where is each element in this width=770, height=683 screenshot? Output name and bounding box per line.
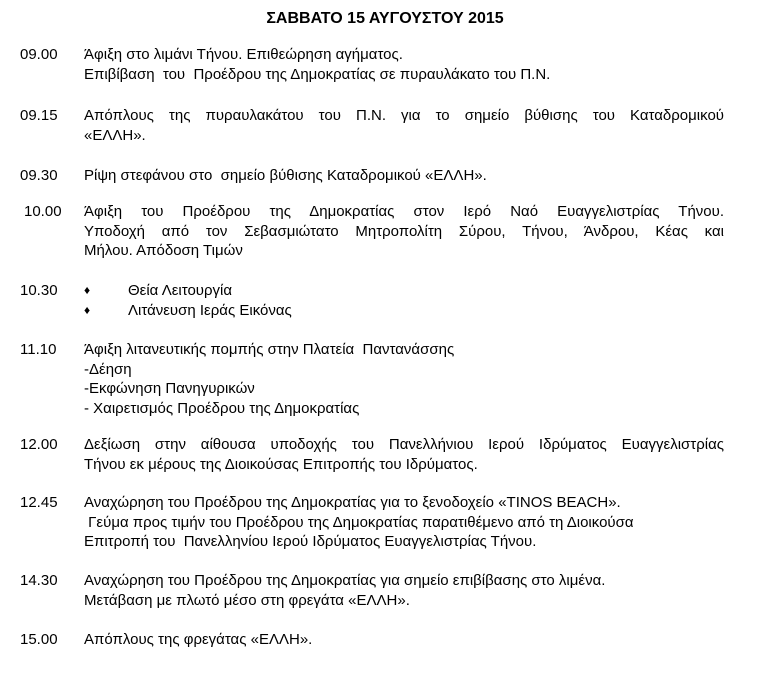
- entry-time: 09.00: [20, 46, 58, 63]
- entry-line: Άφιξη του Προέδρου της Δημοκρατίας στον Ιερό Ναό Ευαγγελιστρίας Τήνου.: [84, 203, 724, 220]
- entry-line: -Εκφώνηση Πανηγυρικών: [84, 380, 255, 397]
- entry-time: 11.10: [20, 341, 57, 358]
- entry-line: - Χαιρετισμός Προέδρου της Δημοκρατίας: [84, 399, 360, 417]
- entry-description: [84, 340, 724, 418]
- page-title: ΣΑΒΒΑΤΟ 15 ΑΥΓΟΥΣΤΟΥ 2015: [266, 10, 504, 27]
- bullet-text: Λιτάνευση Ιεράς Εικόνας: [128, 301, 292, 319]
- entry-description: [84, 435, 724, 474]
- entry-line: Γεύμα προς τιμήν του Προέδρου της Δημοκρατίας παρατιθέμενο από τη Διοικούσα: [84, 513, 634, 531]
- entry-line: «ΕΛΛΗ».: [84, 126, 146, 144]
- bullet-item: [84, 301, 724, 321]
- entry-time: 10.00: [24, 203, 62, 220]
- entry-time: 09.30: [20, 167, 58, 184]
- entry-line: Άφιξη λιτανευτικής πομπής στην Πλατεία Παντανάσσης: [84, 341, 455, 358]
- entry-time: 12.00: [20, 436, 58, 453]
- entry-time: 10.30: [20, 282, 58, 299]
- bullet-item: [84, 281, 724, 301]
- entry-line: Μήλου. Απόδοση Τιμών: [84, 242, 243, 259]
- entry-line: Τήνου εκ μέρους της Διοικούσας Επιτροπής του Ιδρύματος.: [84, 455, 478, 473]
- entry-line: -Δέηση: [84, 360, 132, 378]
- diamond-bullet-icon: ♦: [84, 283, 91, 297]
- entry-line: Απόπλους της φρεγάτας «ΕΛΛΗ».: [84, 631, 313, 648]
- entry-description: [84, 493, 724, 552]
- entry-description: [84, 166, 724, 186]
- entry-description: [84, 45, 724, 84]
- entry-line: Αναχώρηση του Προέδρου της Δημοκρατίας για το ξενοδοχείο «TINOS BEACH».: [84, 494, 621, 511]
- diamond-bullet-icon: ♦: [84, 302, 91, 317]
- entry-time: 09.15: [20, 107, 58, 124]
- entry-description: [84, 571, 724, 610]
- entry-description: [84, 202, 724, 261]
- entry-line: Ρίψη στεφάνου στο σημείο βύθισης Καταδρομικού «ΕΛΛΗ».: [84, 167, 487, 184]
- entry-description: [84, 106, 724, 145]
- entry-line: Άφιξη στο λιμάνι Τήνου. Επιθεώρηση αγήματος.: [84, 46, 403, 63]
- entry-line: Δεξίωση στην αίθουσα υποδοχής του Πανελλήνιου Ιερού Ιδρύματος Ευαγγελιστρίας: [84, 436, 724, 453]
- entry-time: 15.00: [20, 631, 58, 648]
- entry-line: Αναχώρηση του Προέδρου της Δημοκρατίας για σημείο επιβίβασης στο λιμένα.: [84, 572, 606, 589]
- entry-time: 12.45: [20, 494, 58, 511]
- entry-line: Επιβίβαση του Προέδρου της Δημοκρατίας σε πυραυλάκατο του Π.Ν.: [84, 65, 551, 83]
- entry-description: [84, 630, 724, 650]
- entry-line: Μετάβαση με πλωτό μέσο στη φρεγάτα «ΕΛΛΗ».: [84, 591, 410, 609]
- entry-bullet-list: [84, 281, 724, 320]
- entry-line: Υποδοχή από τον Σεβασμιώτατο Μητροπολίτη Σύρου, Τήνου, Άνδρου, Κέας και: [84, 222, 724, 240]
- bullet-text: Θεία Λειτουργία: [128, 282, 233, 299]
- entry-line: Απόπλους της πυραυλακάτου του Π.Ν. για το σημείο βύθισης του Καταδρομικού: [84, 107, 724, 124]
- entry-line: Επιτροπή του Πανελληνίου Ιερού Ιδρύματος Ευαγγελιστρίας Τήνου.: [84, 533, 537, 550]
- entry-time: 14.30: [20, 572, 58, 589]
